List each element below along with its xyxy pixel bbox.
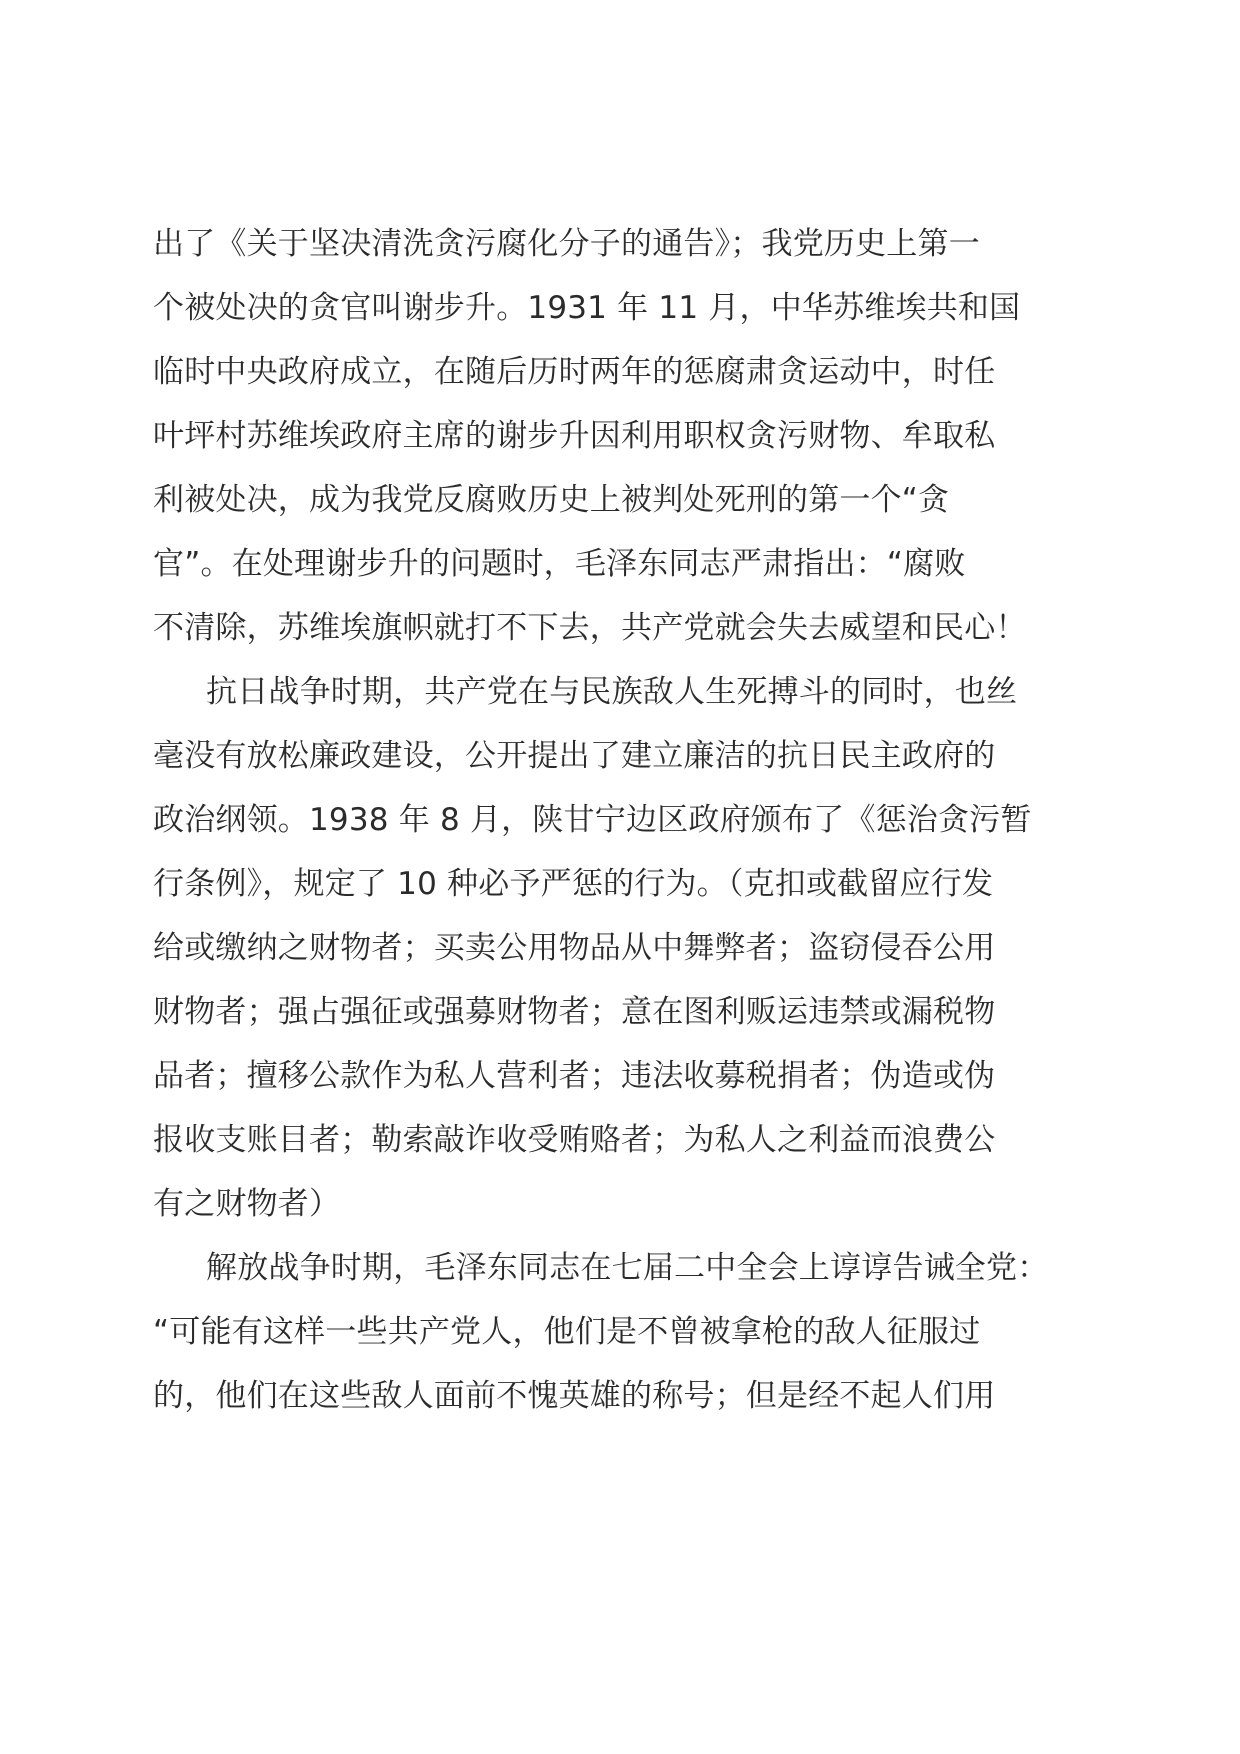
text-line: 官”。在处理谢步升的问题时，毛泽东同志严肃指出：“腐败	[153, 546, 966, 582]
paragraph-first-line: 解放战争时期，毛泽东同志在七届二中全会上谆谆告诫全党：	[206, 1250, 1049, 1286]
paragraph-first-line: 抗日战争时期，共产党在与民族敌人生死搏斗的同时，也丝	[206, 674, 1018, 710]
text-line: 利被处决，成为我党反腐败历史上被判处死刑的第一个“贪	[153, 482, 950, 518]
text-line: 行条例》，规定了 10 种必予严惩的行为。（克扣或截留应行发	[153, 866, 994, 902]
text-line: 给或缴纳之财物者；买卖公用物品从中舞弊者；盗窃侵吞公用	[153, 930, 996, 966]
text-line: 财物者；强占强征或强募财物者；意在图利贩运违禁或漏税物	[153, 994, 996, 1030]
text-line: 的，他们在这些敌人面前不愧英雄的称号；但是经不起人们用	[153, 1378, 996, 1414]
text-line: 毫没有放松廉政建设，公开提出了建立廉洁的抗日民主政府的	[153, 738, 996, 774]
text-line: 有之财物者）	[153, 1186, 341, 1222]
text-line: 政治纲领。1938 年 8 月，陕甘宁边区政府颁布了《惩治贪污暂	[153, 802, 1032, 838]
text-line: 品者；擅移公款作为私人营利者；违法收募税捐者；伪造或伪	[153, 1058, 996, 1094]
text-line: 个被处决的贪官叫谢步升。1931 年 11 月，中华苏维埃共和国	[153, 290, 1021, 326]
text-line: 不清除，苏维埃旗帜就打不下去，共产党就会失去威望和民心！	[153, 610, 1027, 646]
text-line: “可能有这样一些共产党人，他们是不曾被拿枪的敌人征服过	[153, 1314, 981, 1350]
text-line: 临时中央政府成立，在随后历时两年的惩腐肃贪运动中，时任	[153, 354, 996, 390]
text-line: 出了《关于坚决清洗贪污腐化分子的通告》；我党历史上第一	[153, 226, 980, 262]
text-line: 报收支账目者；勒索敲诈收受贿赂者；为私人之利益而浪费公	[153, 1122, 996, 1158]
text-line: 叶坪村苏维埃政府主席的谢步升因利用职权贪污财物、牟取私	[153, 418, 996, 454]
